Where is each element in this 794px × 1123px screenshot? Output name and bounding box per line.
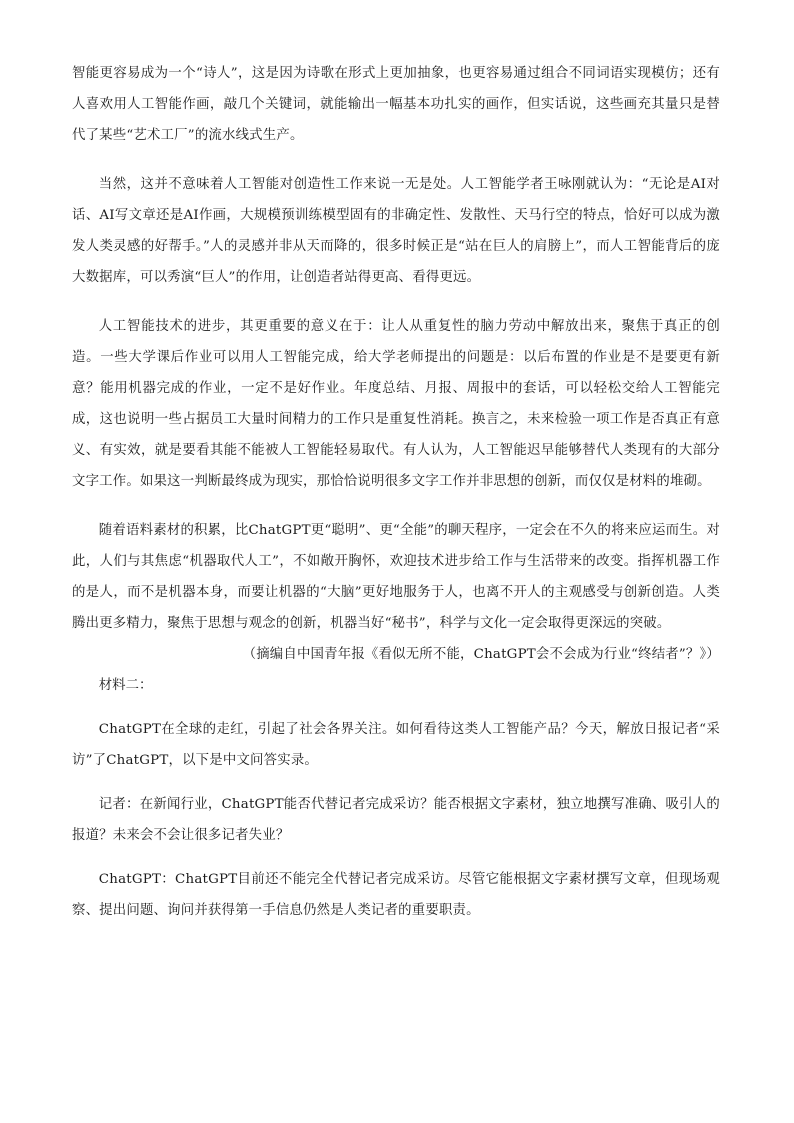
- paragraph-chatgpt-answer: ChatGPT：ChatGPT目前还不能完全代替记者完成采访。尽管它能根据文字素材撰写文章，但现场观察、提出问题、询问并获得第一手信息仍然是人类记者的重要职责。: [72, 872, 720, 918]
- paragraph-material-two-intro: ChatGPT在全球的走红，引起了社会各界关注。如何看待这类人工智能产品？今天，解放日报记者“采访”了ChatGPT，以下是中文问答实录。: [72, 722, 720, 768]
- paragraph-continuation: 智能更容易成为一个“诗人”，这是因为诗歌在形式上更加抽象，也更容易通过组合不同词语实现模仿；还有人喜欢用人工智能作画，敲几个关键词，就能输出一幅基本功扎实的画作，但实话说，这些画充其量只是替代了某些“艺术工厂”的流水线式生产。: [72, 66, 720, 143]
- section-label-material-two: 材料二：: [98, 678, 153, 693]
- paragraph-future-chatbots: 随着语料素材的积累，比ChatGPT更“聪明”、更“全能”的聊天程序，一定会在不久的将来应运而生。对此，人们与其焦虑“机器取代人工”，不如敞开胸怀，欢迎技术进步给工作与生活带来的改变。指挥机器工作的是人，而不是机器本身，而要让机器的“大脑”更好地服务于人，也离不开人的主观感受与创新创造。人类腾出更多精力，聚焦于思想与观念的创新，机器当好“秘书”，科学与文化一定会取得更深远的突破。: [72, 523, 720, 631]
- source-citation: （摘编自中国青年报《看似无所不能，ChatGPT会不会成为行业“终结者”？》）: [242, 647, 720, 662]
- paragraph-ai-creativity: 当然，这并不意味着人工智能对创造性工作来说一无是处。人工智能学者王咏刚就认为：“无论是AI对话、AI写文章还是AI作画，大规模预训练模型固有的非确定性、发散性、天马行空的特点，恰好可以成为激发人类灵感的好帮手。”人的灵感并非从天而降的，很多时候正是“站在巨人的肩膀上”，而人工智能背后的庞大数据库，可以秀演“巨人”的作用，让创造者站得更高、看得更远。: [72, 177, 720, 285]
- paragraph-ai-progress: 人工智能技术的进步，其更重要的意义在于：让人从重复性的脑力劳动中解放出来，聚焦于真正的创造。一些大学课后作业可以用人工智能完成，给大学老师提出的问题是：以后布置的作业是不是要更有新意？能用机器完成的作业，一定不是好作业。年度总结、月报、周报中的套话，可以轻松交给人工智能完成，这也说明一些占据员工大量时间精力的工作只是重复性消耗。换言之，未来检验一项工作是否真正有意义、有实效，就是要看其能不能被人工智能轻易取代。有人认为，人工智能迟早能够替代人类现有的大部分文字工作。如果这一判断最终成为现实，那恰恰说明很多文字工作并非思想的创新，而仅仅是材料的堆砌。: [72, 319, 720, 489]
- document-page: [72, 58, 720, 926]
- paragraph-reporter-question: 记者：在新闻行业，ChatGPT能否代替记者完成采访？能否根据文字素材，独立地撰写准确、吸引人的报道？未来会不会让很多记者失业？: [72, 797, 720, 843]
